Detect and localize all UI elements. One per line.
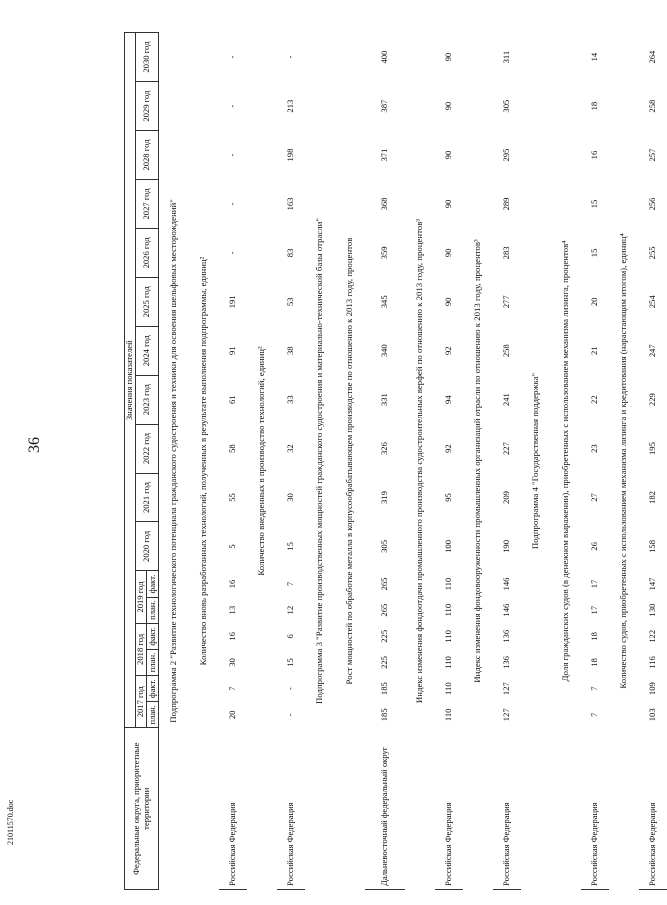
year-2027-header: 2027 год (136, 180, 159, 229)
value-cell: 198 (284, 148, 295, 162)
table-body (159, 33, 667, 890)
plan-header: план. (147, 702, 159, 728)
value-cell: 340 (378, 344, 389, 358)
value-cell: 38 (284, 346, 295, 356)
value-cell: 53 (284, 297, 295, 307)
value-cell: 185 (378, 708, 389, 722)
value-cell: 225 (378, 656, 389, 669)
page-number: 36 (26, 437, 43, 453)
year-2025-header: 2025 год (136, 277, 159, 326)
value-cell: 319 (378, 491, 389, 504)
value-cell: 30 (226, 658, 237, 667)
value-cell: 127 (500, 682, 511, 696)
value-cell: 20 (226, 710, 237, 720)
value-cell: 55 (226, 493, 237, 502)
value-cell: 254 (646, 295, 657, 309)
value-cell: 368 (378, 197, 389, 211)
section-title: Индекс изменения фондовооруженности промышленных организаций отрасли по отношению к 2013 году, процентов³ (471, 239, 482, 683)
section-row (521, 33, 551, 890)
section-row (551, 33, 581, 890)
value-cell: 20 (588, 297, 599, 307)
year-2030-header: 2030 год (136, 33, 159, 82)
value-cell: 331 (378, 393, 389, 407)
value-cell: 16 (588, 150, 599, 160)
section-row (247, 33, 277, 890)
value-cell: 13 (226, 605, 237, 615)
value-cell: 195 (646, 442, 657, 456)
value-cell: 30 (284, 493, 295, 502)
value-cell: 100 (442, 539, 453, 553)
value-cell: 6 (284, 634, 295, 639)
value-cell: - (226, 55, 237, 59)
table-row (639, 33, 667, 890)
section-row (463, 33, 493, 890)
value-cell: 90 (442, 52, 453, 62)
value-cell: - (284, 687, 295, 691)
value-cell: 16 (226, 579, 237, 589)
value-cell: 110 (442, 682, 453, 695)
value-cell: 109 (646, 682, 657, 696)
section-title: Подпрограмма 2 "Развитие технологического потенциала гражданского судостроения и техники для освоения шельфовых месторождений" (167, 199, 178, 723)
value-cell: 61 (226, 395, 237, 404)
value-cell: 15 (284, 658, 295, 667)
value-cell: 277 (500, 295, 511, 309)
value-cell: 103 (646, 708, 657, 722)
value-cell: 371 (378, 148, 389, 162)
value-cell: 18 (588, 632, 599, 641)
section-row (335, 33, 365, 890)
value-cell: 305 (378, 539, 389, 553)
value-cell: - (284, 713, 295, 717)
plan-header: план. (147, 597, 159, 623)
value-cell: 345 (378, 295, 389, 309)
value-cell: 258 (646, 99, 657, 113)
table-row (277, 33, 305, 890)
value-cell: 26 (588, 542, 599, 551)
table-row (435, 33, 463, 890)
value-cell: 247 (646, 344, 657, 358)
value-cell: - (284, 55, 295, 59)
territory-cell: Российская Федерация (219, 728, 247, 890)
value-cell: 15 (284, 542, 295, 551)
value-cell: 241 (500, 393, 511, 407)
section-row (189, 33, 219, 890)
value-cell: 146 (500, 603, 511, 617)
document-id: 21011570.doc (6, 799, 15, 845)
value-cell: 94 (442, 395, 453, 404)
fact-header: факт. (147, 623, 159, 649)
table-row (365, 33, 405, 890)
section-title: Рост мощностей по обработке металла в корпусообрабатывающем производстве по отношению к 2013 году, процентов (343, 237, 354, 685)
value-cell: 158 (646, 539, 657, 553)
value-cell: 213 (284, 99, 295, 113)
section-row (159, 33, 189, 890)
value-cell: 21 (588, 346, 599, 356)
fact-header: факт. (147, 676, 159, 702)
territory-cell: Российская Федерация (493, 728, 521, 890)
year-2023-header: 2023 год (136, 375, 159, 424)
value-cell: 387 (378, 99, 389, 113)
section-row (405, 33, 435, 890)
value-cell: 255 (646, 246, 657, 260)
value-cell: 257 (646, 148, 657, 162)
section-title: Подпрограмма 3 "Развитие производственных мощностей гражданского судостроения и материально-технической базы отрасли" (313, 218, 324, 704)
value-cell: 90 (442, 199, 453, 209)
value-cell: 225 (378, 629, 389, 643)
territory-cell: Дальневосточный федеральный округ (365, 728, 405, 890)
value-cell: 22 (588, 395, 599, 404)
value-cell: 295 (500, 148, 511, 162)
year-2017-header: 2017 год (136, 676, 147, 728)
year-2020-header: 2020 год (136, 522, 159, 571)
year-2022-header: 2022 год (136, 424, 159, 473)
value-cell: 229 (646, 393, 657, 407)
value-cell: 12 (284, 605, 295, 615)
year-2024-header: 2024 год (136, 326, 159, 375)
value-cell: 264 (646, 50, 657, 64)
territory-cell: Российская Федерация (277, 728, 305, 890)
value-cell: 256 (646, 197, 657, 211)
value-cell: 190 (500, 539, 511, 553)
value-cell: 83 (284, 248, 295, 258)
year-2021-header: 2021 год (136, 473, 159, 522)
value-cell: 130 (646, 603, 657, 617)
value-cell: 90 (442, 297, 453, 307)
value-cell: 7 (588, 686, 599, 691)
value-cell: 91 (226, 346, 237, 356)
value-cell: 400 (378, 50, 389, 64)
section-title: Количество вновь разработанных технологий, полученных в результате выполнения подпрограммы, единиц² (197, 256, 208, 666)
value-cell: 92 (442, 346, 453, 356)
value-cell: - (226, 251, 237, 255)
value-cell: 209 (500, 491, 511, 504)
value-cell: 110 (442, 577, 453, 591)
value-cell: 283 (500, 246, 511, 260)
value-cell: 147 (646, 577, 657, 591)
value-cell: 110 (442, 603, 453, 617)
value-cell: 15 (588, 248, 599, 258)
value-cell: 265 (378, 577, 389, 591)
value-cell: 110 (442, 630, 453, 643)
value-cell: 92 (442, 444, 453, 453)
value-cell: 90 (442, 101, 453, 111)
value-cell: 7 (226, 686, 237, 691)
territory-cell: Российская Федерация (639, 728, 667, 890)
value-cell: 90 (442, 248, 453, 258)
year-2018-header: 2018 год (136, 623, 147, 675)
year-2029-header: 2029 год (136, 82, 159, 131)
section-row (305, 33, 335, 890)
value-cell: 5 (226, 544, 237, 549)
section-title: Количество судов, приобретенных с использованием механизма лизинга и кредитования (нарастающим итогом), единиц⁴ (617, 233, 628, 689)
value-cell: 191 (226, 295, 237, 309)
year-2019-header: 2019 год (136, 571, 147, 623)
fact-header: факт. (147, 571, 159, 597)
value-cell: 90 (442, 150, 453, 160)
table-row (219, 33, 247, 890)
value-cell: 258 (500, 344, 511, 358)
value-cell: - (226, 202, 237, 206)
value-cell: 185 (378, 682, 389, 696)
value-cell: 326 (378, 442, 389, 456)
value-cell: 311 (500, 50, 511, 64)
value-cell: 289 (500, 197, 511, 211)
value-cell: 7 (284, 581, 295, 587)
value-cell: 127 (500, 708, 511, 722)
value-cell: 110 (442, 656, 453, 669)
section-row (609, 33, 639, 890)
value-cell: 116 (646, 656, 657, 669)
table-row (493, 33, 521, 890)
value-cell: 146 (500, 577, 511, 591)
value-cell: 16 (226, 632, 237, 641)
value-cell: 58 (226, 444, 237, 453)
table-header (125, 33, 159, 890)
year-2028-header: 2028 год (136, 131, 159, 180)
territory-cell: Российская Федерация (435, 728, 463, 890)
indicators-table (124, 32, 667, 890)
value-cell: 163 (284, 197, 295, 211)
values-title: Значения показателей (125, 33, 136, 728)
value-cell: - (226, 104, 237, 108)
table-row (581, 33, 609, 890)
value-cell: 136 (500, 656, 511, 669)
value-cell: 122 (646, 629, 657, 643)
value-cell: 265 (378, 603, 389, 617)
plan-header: план. (147, 649, 159, 675)
value-cell: 14 (588, 52, 599, 62)
value-cell: 33 (284, 395, 295, 404)
value-cell: - (226, 153, 237, 157)
section-title: Доля гражданских судов (в денежном выражении), приобретенных с использованием механизма лизинга, процентов⁴ (559, 240, 570, 682)
value-cell: 23 (588, 444, 599, 453)
value-cell: 227 (500, 442, 511, 456)
territory-cell: Российская Федерация (581, 728, 609, 890)
value-cell: 7 (588, 712, 599, 717)
section-title: Количество внедренных в производство технологий, единиц² (255, 346, 266, 576)
value-cell: 95 (442, 493, 453, 502)
rotated-table-area (124, 32, 657, 890)
section-title: Индекс изменения фондоотдачи промышленного производства судостроительных верфей по отношению к 2013 году, процентов³ (413, 218, 424, 704)
section-title: Подпрограмма 4 "Государственная поддержка" (529, 372, 540, 550)
value-cell: 359 (378, 246, 389, 260)
value-cell: 32 (284, 444, 295, 453)
value-cell: 18 (588, 101, 599, 111)
value-cell: 17 (588, 579, 599, 589)
value-cell: 18 (588, 658, 599, 667)
value-cell: 110 (442, 708, 453, 722)
value-cell: 182 (646, 491, 657, 504)
year-2026-header: 2026 год (136, 228, 159, 277)
value-cell: 136 (500, 629, 511, 643)
value-cell: 27 (588, 493, 599, 502)
value-cell: 305 (500, 99, 511, 113)
territory-header: Федеральные округа, приоритетные территории (125, 728, 159, 890)
value-cell: 15 (588, 199, 599, 209)
value-cell: 17 (588, 605, 599, 615)
